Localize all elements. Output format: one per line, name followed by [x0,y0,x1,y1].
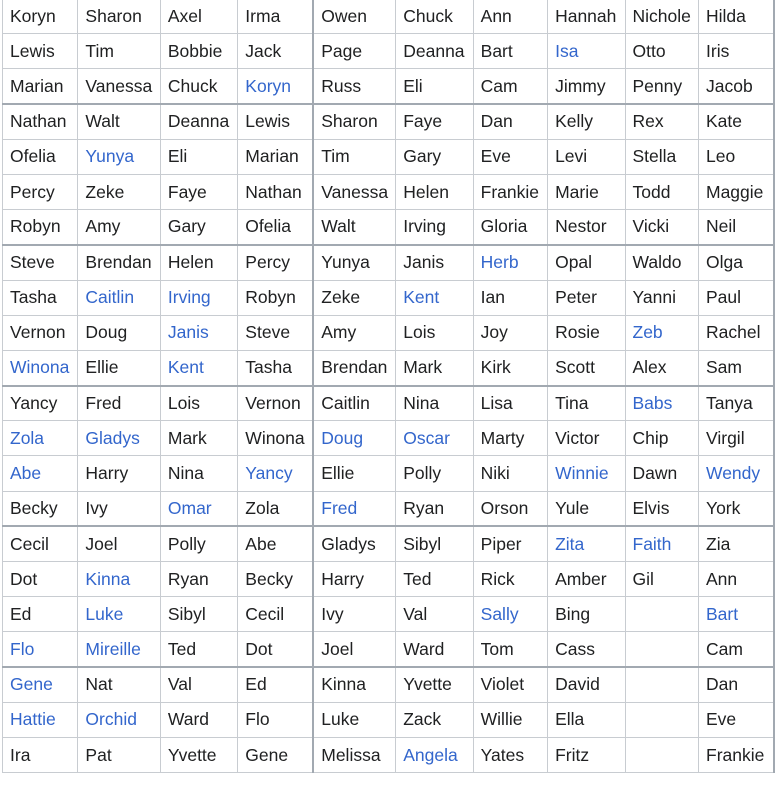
name-link-cell[interactable]: Caitlin [78,280,160,315]
name-link-cell[interactable]: Wendy [699,456,775,491]
name-cell: Rachel [699,315,775,350]
name-cell: Lewis [238,104,313,139]
table-row [3,491,775,526]
table-row [3,139,775,174]
table-row [3,562,775,597]
name-link-cell[interactable]: Doug [313,421,395,456]
name-cell: Tom [473,632,547,667]
name-cell: Kirk [473,350,547,385]
name-cell: Steve [238,315,313,350]
name-link-cell[interactable]: Kinna [78,562,160,597]
table-row [3,737,775,772]
name-cell: Scott [548,350,625,385]
name-cell: Helen [396,174,473,209]
name-cell: Cam [473,69,547,104]
name-link-cell[interactable]: Fred [313,491,395,526]
name-link-cell[interactable]: Koryn [238,69,313,104]
table-row [3,597,775,632]
name-cell: Helen [160,245,237,280]
name-cell: Orson [473,491,547,526]
table-row [3,386,775,421]
name-cell: Pat [78,737,160,772]
name-cell: Bing [548,597,625,632]
name-cell: Elvis [625,491,699,526]
table-row [3,315,775,350]
name-cell: Gladys [313,526,395,561]
name-cell: Ofelia [238,210,313,245]
name-cell: Eli [160,139,237,174]
name-cell: Vanessa [78,69,160,104]
name-cell: Lois [396,315,473,350]
name-cell: Chip [625,421,699,456]
name-cell: Gil [625,562,699,597]
name-cell: Sharon [313,104,395,139]
name-cell: Stella [625,139,699,174]
name-cell: Ryan [160,562,237,597]
name-cell: Robyn [3,210,78,245]
name-cell: Gene [238,737,313,772]
name-cell: Joy [473,315,547,350]
name-cell: Brendan [313,350,395,385]
name-cell: Ted [160,632,237,667]
name-cell: Dot [238,632,313,667]
name-cell: Ira [3,737,78,772]
table-row [3,421,775,456]
name-cell: Todd [625,174,699,209]
name-link-cell[interactable]: Babs [625,386,699,421]
name-link-cell[interactable]: Faith [625,526,699,561]
name-cell: Tina [548,386,625,421]
name-cell: Ted [396,562,473,597]
name-cell: Kelly [548,104,625,139]
name-cell: Nina [396,386,473,421]
name-link-cell[interactable]: Kent [160,350,237,385]
name-cell: Sibyl [160,597,237,632]
name-cell: Tim [313,139,395,174]
name-cell: Ed [3,597,78,632]
name-cell: Otto [625,34,699,69]
name-link-cell[interactable]: Bart [699,597,775,632]
name-cell: Zola [238,491,313,526]
name-cell: Waldo [625,245,699,280]
name-link-cell[interactable]: Omar [160,491,237,526]
name-cell: Rex [625,104,699,139]
table-row [3,667,775,702]
name-link-cell[interactable]: Janis [160,315,237,350]
name-cell: Ellie [78,350,160,385]
name-cell: Fritz [548,737,625,772]
name-cell: Nat [78,667,160,702]
name-cell: Ellie [313,456,395,491]
table-row [3,456,775,491]
name-cell: Dan [699,667,775,702]
name-cell [625,597,699,632]
name-cell: Hannah [548,0,625,34]
name-link-cell[interactable]: Zola [3,421,78,456]
name-cell: Marty [473,421,547,456]
name-cell: Steve [3,245,78,280]
name-link-cell[interactable]: Yancy [238,456,313,491]
name-cell: Leo [699,139,775,174]
name-cell: Marie [548,174,625,209]
name-cell: Sam [699,350,775,385]
name-cell: Eli [396,69,473,104]
table-row [3,69,775,104]
name-cell: Cass [548,632,625,667]
name-link-cell[interactable]: Zita [548,526,625,561]
name-cell: Nina [160,456,237,491]
name-cell: Percy [238,245,313,280]
name-cell: Lois [160,386,237,421]
name-cell: Ann [473,0,547,34]
name-cell: Bart [473,34,547,69]
name-cell: Janis [396,245,473,280]
name-cell: Percy [3,174,78,209]
name-link-cell[interactable]: Gene [3,667,78,702]
name-cell: Faye [160,174,237,209]
name-cell: Niki [473,456,547,491]
name-cell: Amber [548,562,625,597]
name-cell: Tanya [699,386,775,421]
name-cell: Yanni [625,280,699,315]
name-cell: Mark [160,421,237,456]
name-cell: Lewis [3,34,78,69]
name-cell: Nichole [625,0,699,34]
name-cell: Ward [160,702,237,737]
name-cell: Yancy [3,386,78,421]
name-cell: Yvette [396,667,473,702]
name-cell: Hilda [699,0,775,34]
name-cell: Lisa [473,386,547,421]
name-cell: Vernon [238,386,313,421]
table-row [3,280,775,315]
name-cell: Bobbie [160,34,237,69]
name-cell: Cecil [238,597,313,632]
name-cell: Deanna [396,34,473,69]
name-cell: York [699,491,775,526]
name-cell: Iris [699,34,775,69]
name-cell: Opal [548,245,625,280]
name-link-cell[interactable]: Irving [160,280,237,315]
name-cell: Harry [313,562,395,597]
name-cell: Koryn [3,0,78,34]
table-row [3,350,775,385]
name-cell: Ian [473,280,547,315]
name-cell: Val [396,597,473,632]
name-cell: Nestor [548,210,625,245]
name-cell: Doug [78,315,160,350]
name-cell: Victor [548,421,625,456]
name-cell: Tasha [238,350,313,385]
name-cell: Peter [548,280,625,315]
name-cell: Yunya [313,245,395,280]
name-cell: Sibyl [396,526,473,561]
name-cell: Olga [699,245,775,280]
name-cell: Joel [78,526,160,561]
name-cell: Rick [473,562,547,597]
name-cell: Ofelia [3,139,78,174]
name-cell: Ward [396,632,473,667]
name-cell: Harry [78,456,160,491]
name-cell [625,667,699,702]
name-cell: Yule [548,491,625,526]
name-cell: Luke [313,702,395,737]
name-cell: Joel [313,632,395,667]
name-cell: Vanessa [313,174,395,209]
name-cell: Alex [625,350,699,385]
table-body [3,0,775,773]
name-cell: Deanna [160,104,237,139]
name-cell: Frankie [473,174,547,209]
table-row [3,245,775,280]
table-row [3,104,775,139]
table-row [3,34,775,69]
name-cell: Ed [238,667,313,702]
name-link-cell[interactable]: Gladys [78,421,160,456]
table-row [3,526,775,561]
name-cell: Violet [473,667,547,702]
name-cell: Fred [78,386,160,421]
name-cell: Sharon [78,0,160,34]
name-cell: Willie [473,702,547,737]
name-cell: Maggie [699,174,775,209]
name-cell: Chuck [396,0,473,34]
name-cell: Zeke [313,280,395,315]
name-cell: Frankie [699,737,775,772]
name-cell: Mark [396,350,473,385]
name-cell: Flo [238,702,313,737]
name-cell: Val [160,667,237,702]
name-cell: Gary [160,210,237,245]
name-cell: Cecil [3,526,78,561]
name-cell: Tasha [3,280,78,315]
name-cell: Eve [699,702,775,737]
name-cell: Jack [238,34,313,69]
name-cell: Polly [160,526,237,561]
name-cell: Abe [238,526,313,561]
name-cell: Amy [313,315,395,350]
name-link-cell[interactable]: Zeb [625,315,699,350]
name-cell [625,737,699,772]
name-cell: Zack [396,702,473,737]
name-cell: Gloria [473,210,547,245]
name-cell: Zeke [78,174,160,209]
name-link-cell[interactable]: Yunya [78,139,160,174]
name-cell: Caitlin [313,386,395,421]
name-link-cell[interactable]: Hattie [3,702,78,737]
name-cell: Walt [313,210,395,245]
name-cell: Ella [548,702,625,737]
name-link-cell[interactable]: Abe [3,456,78,491]
name-cell: Ivy [313,597,395,632]
name-cell: Eve [473,139,547,174]
name-cell: Walt [78,104,160,139]
name-cell: Piper [473,526,547,561]
table-row [3,0,775,34]
name-cell: Irving [396,210,473,245]
name-cell [625,632,699,667]
name-cell: Ann [699,562,775,597]
name-cell: Jimmy [548,69,625,104]
name-cell: Ivy [78,491,160,526]
name-cell: Jacob [699,69,775,104]
name-cell: Chuck [160,69,237,104]
name-cell: Levi [548,139,625,174]
name-link-cell[interactable]: Sally [473,597,547,632]
name-cell: Rosie [548,315,625,350]
name-cell: Polly [396,456,473,491]
name-cell: Nathan [3,104,78,139]
name-cell: Dawn [625,456,699,491]
table-row [3,174,775,209]
name-cell: Yates [473,737,547,772]
name-cell: Vernon [3,315,78,350]
name-cell [625,702,699,737]
table-row [3,632,775,667]
name-cell: Kinna [313,667,395,702]
name-cell: Axel [160,0,237,34]
name-cell: Vicki [625,210,699,245]
name-cell: Nathan [238,174,313,209]
name-cell: Amy [78,210,160,245]
name-link-cell[interactable]: Winnie [548,456,625,491]
name-cell: Cam [699,632,775,667]
name-cell: Zia [699,526,775,561]
name-cell: Dot [3,562,78,597]
table-row [3,210,775,245]
name-link-cell[interactable]: Luke [78,597,160,632]
name-cell: Kate [699,104,775,139]
name-link-cell[interactable]: Flo [3,632,78,667]
name-cell: Dan [473,104,547,139]
name-cell: David [548,667,625,702]
name-link-cell[interactable]: Herb [473,245,547,280]
name-cell: Brendan [78,245,160,280]
name-cell: Gary [396,139,473,174]
name-cell: Marian [238,139,313,174]
name-cell: Marian [3,69,78,104]
name-cell: Russ [313,69,395,104]
name-link-cell[interactable]: Oscar [396,421,473,456]
name-cell: Tim [78,34,160,69]
name-cell: Neil [699,210,775,245]
name-link-cell[interactable]: Isa [548,34,625,69]
name-cell: Faye [396,104,473,139]
name-cell: Owen [313,0,395,34]
name-cell: Melissa [313,737,395,772]
name-link-cell[interactable]: Winona [3,350,78,385]
table-row [3,702,775,737]
name-link-cell[interactable]: Mireille [78,632,160,667]
names-table [2,0,775,773]
name-cell: Page [313,34,395,69]
name-link-cell[interactable]: Kent [396,280,473,315]
name-cell: Paul [699,280,775,315]
name-link-cell[interactable]: Orchid [78,702,160,737]
name-link-cell[interactable]: Angela [396,737,473,772]
name-cell: Penny [625,69,699,104]
name-cell: Virgil [699,421,775,456]
name-cell: Yvette [160,737,237,772]
name-cell: Becky [3,491,78,526]
name-cell: Irma [238,0,313,34]
name-cell: Becky [238,562,313,597]
name-cell: Robyn [238,280,313,315]
name-cell: Ryan [396,491,473,526]
name-cell: Winona [238,421,313,456]
